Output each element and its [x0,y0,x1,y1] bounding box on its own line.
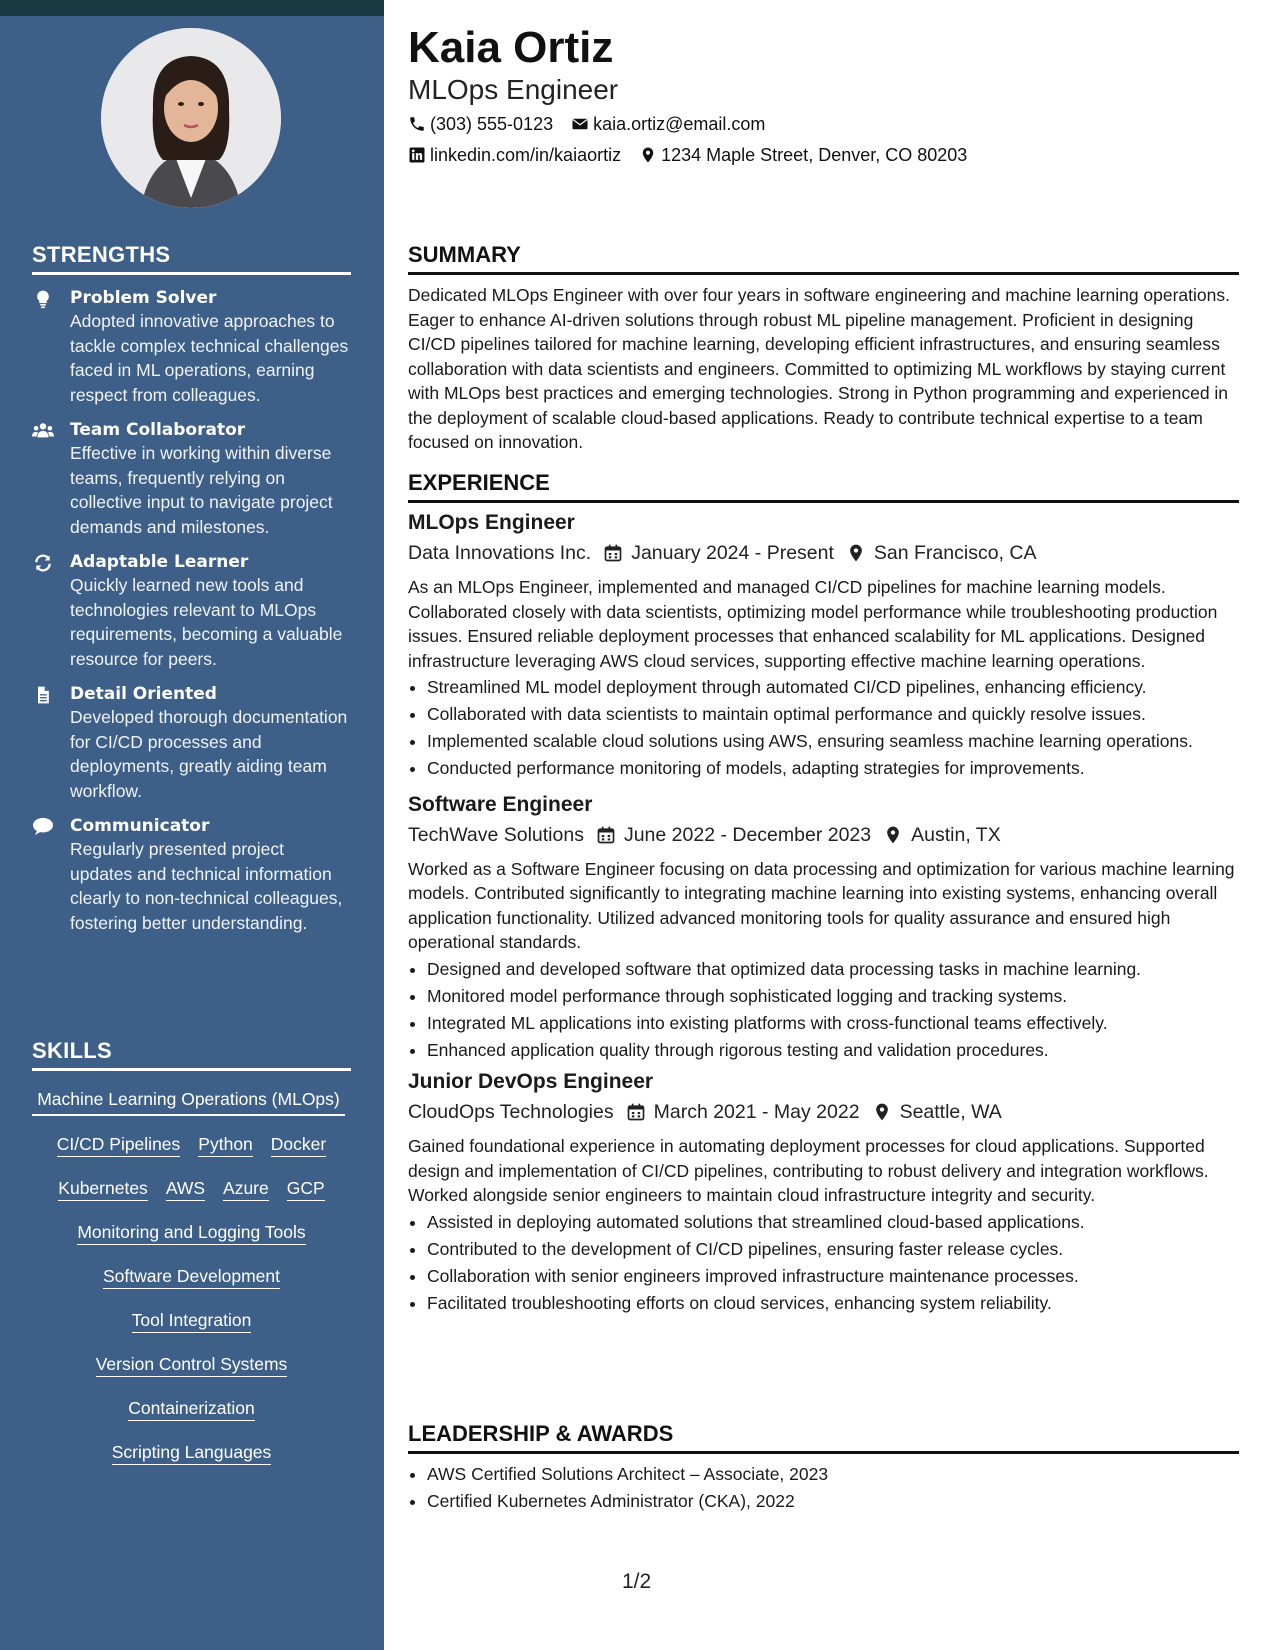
job-title: MLOps Engineer [408,511,575,534]
map-marker-icon [846,543,866,563]
strength-description: Adopted innovative approaches to tackle complex technical challenges faced in ML operations, earning respect from colleagues. [70,311,349,405]
job-bullets [408,957,1239,1063]
skill-tag: Containerization [128,1396,254,1421]
map-marker-icon [883,825,903,845]
job-bullet: • Implemented scalable cloud solutions using AWS, ensuring seamless machine learning operations. [427,729,1239,754]
job-title: Software Engineer [408,792,593,816]
awards-list [408,1462,1239,1514]
skill-row [32,1176,351,1201]
job-location [872,1098,1002,1126]
skill-row [32,1264,351,1289]
skill-tag: Kubernetes [58,1176,148,1201]
job-company: Data Innovations Inc. [408,542,592,564]
strength-name: Adaptable Learner [70,552,249,572]
phone-icon [408,115,426,133]
job-description: Worked as a Software Engineer focusing on data processing and optimization for various machine learning models. Contributed significantly to integrating machine learning into existing systems, enhancing overall application functionality. Utilized advanced monitoring tools for quality assurance and ensured high operational standards. [408,858,1235,952]
job-dates-text: March 2021 - May 2022 [653,1101,860,1123]
job-entry [408,1068,1239,1315]
job-meta [408,539,1239,567]
strength-name: Communicator [70,816,210,836]
summary-title: SUMMARY [408,242,1239,275]
job-bullets [408,675,1239,781]
skill-tag: Machine Learning Operations (MLOps) [32,1087,345,1116]
job-bullet: • Collaboration with senior engineers improved infrastructure maintenance processes. [427,1264,1239,1289]
job-dates [596,821,871,849]
skill-tag: GCP [287,1176,325,1201]
strength-item [32,551,351,671]
lightbulb-icon [32,289,54,309]
contact-phone [408,112,553,136]
sidebar-top-strip [0,0,384,16]
skill-row [32,1440,351,1465]
strength-name: Problem Solver [70,288,217,308]
job-entry [408,509,1239,781]
job-description: Gained foundational experience in automating deployment processes for cloud applications. Supported design and implementation of CI/CD pipelines, contributing to robust delivery and integration workflows. Worked alongside senior engineers to maintain cloud infrastructure integrity and security. [408,1136,1209,1205]
strength-item [32,683,351,803]
skill-tag: CI/CD Pipelines [57,1132,181,1157]
award-item: • Certified Kubernetes Administrator (CKA), 2022 [427,1489,1239,1514]
job-bullet: • Conducted performance monitoring of models, adapting strategies for improvements. [427,756,1239,781]
address-text: 1234 Maple Street, Denver, CO 80203 [661,145,968,165]
skill-row [32,1352,351,1377]
contact-row [408,112,765,136]
skill-tag: Python [198,1132,252,1157]
skill-tag: Tool Integration [132,1308,252,1333]
linkedin-icon [408,146,426,164]
page-number: 1/2 [622,1570,652,1593]
job-bullet: • Streamlined ML model deployment through automated CI/CD pipelines, enhancing efficiency. [427,675,1239,700]
job-bullet: • Integrated ML applications into existing platforms with cross-functional teams effectively. [427,1011,1239,1036]
skills-title: SKILLS [32,1038,351,1071]
skill-row [32,1396,351,1421]
skills-list [32,1087,351,1465]
job-meta [408,1098,1239,1126]
skill-tag: Version Control Systems [96,1352,288,1377]
summary-text: Dedicated MLOps Engineer with over four years in software engineering and machine learning operations. Eager to enhance AI-driven solutions through robust ML pipeline management. Proficient in designing CI/CD pipelines tailored for machine learning, developing efficient infrastructures, and ensuring seamless collaboration with data scientists and engineers. Committed to optimizing ML workflows by staying current with MLOps best practices and emerging technologies. Strong in Python programming and experienced in the deployment of scalable cloud-based applications. Ready to contribute technical expertise to a team focused on innovation. [408,285,1230,452]
job-bullet: • Designed and developed software that optimized data processing tasks in machine learning. [427,957,1239,982]
job-bullet: • Facilitated troubleshooting efforts on cloud services, enhancing system reliability. [427,1291,1239,1316]
skill-tag: Monitoring and Logging Tools [77,1220,305,1245]
skills-section [32,1038,351,1484]
document-icon [32,685,54,705]
calendar-icon [603,543,623,563]
skill-row [32,1132,351,1157]
job-bullet: • Collaborated with data scientists to maintain optimal performance and quickly resolve issues. [427,702,1239,727]
linkedin-text: linkedin.com/in/kaiaortiz [430,145,622,165]
job-bullet: • Assisted in deploying automated solutions that streamlined cloud-based applications. [427,1210,1239,1235]
job-dates [626,1098,860,1126]
job-title: Junior DevOps Engineer [408,1070,654,1093]
profile-photo-illustration [101,28,281,208]
sync-icon [32,553,54,573]
sidebar [0,16,384,1650]
job-meta [408,821,1239,849]
job-bullet: • Enhanced application quality through rigorous testing and validation procedures. [427,1038,1239,1063]
skill-tag: AWS [166,1176,205,1201]
summary-section [408,242,1239,455]
job-company: TechWave Solutions [408,823,584,846]
skill-tag: Software Development [103,1264,280,1289]
envelope-icon [571,115,589,133]
profile-photo [101,28,281,208]
strength-item [32,287,351,407]
strength-name: Team Collaborator [70,420,246,440]
skill-row [32,1220,351,1245]
job-entry [408,791,1239,1063]
job-bullets [408,1210,1239,1316]
strength-item [32,815,351,935]
strengths-title: STRENGTHS [32,242,351,275]
candidate-role: MLOps Engineer [408,74,619,105]
strength-description: Developed thorough documentation for CI/CD processes and deployments, greatly aiding team workflow. [70,707,348,801]
job-bullet: • Contributed to the development of CI/CD pipelines, ensuring faster release cycles. [427,1237,1239,1262]
job-bullet: • Monitored model performance through sophisticated logging and tracking systems. [427,984,1239,1009]
job-location-text: Austin, TX [911,823,1001,846]
calendar-icon [626,1102,646,1122]
job-location [883,821,1001,849]
job-dates-text: June 2022 - December 2023 [623,823,872,846]
award-item: • AWS Certified Solutions Architect – Associate, 2023 [427,1462,1239,1487]
experience-title: EXPERIENCE [408,470,1239,503]
map-marker-icon [872,1102,892,1122]
strengths-section [32,242,351,935]
users-icon [32,421,54,441]
calendar-icon [596,825,616,845]
candidate-name: Kaia Ortiz [408,23,614,72]
contact-row [408,143,967,167]
experience-section [408,470,1239,1318]
contact-address [639,143,967,167]
skill-tag: Azure [223,1176,269,1201]
strength-description: Effective in working within diverse teams, frequently relying on collective input to navigate project demands and milestones. [70,443,333,537]
job-location-text: San Francisco, CA [873,542,1037,564]
job-company: CloudOps Technologies [408,1101,614,1123]
strength-item [32,419,351,539]
skill-tag: Docker [271,1132,326,1157]
map-marker-icon [639,146,657,164]
strength-name: Detail Oriented [70,684,217,704]
awards-title: LEADERSHIP & AWARDS [408,1421,1239,1454]
skill-tag: Scripting Languages [112,1440,272,1465]
job-location-text: Seattle, WA [899,1101,1002,1123]
strength-description: Quickly learned new tools and technologies relevant to MLOps requirements, becoming a valuable resource for peers. [70,575,343,669]
job-description: As an MLOps Engineer, implemented and managed CI/CD pipelines for machine learning models. Collaborated closely with data scientists, optimizing model performance while troubleshooting production issues. Ensured reliable deployment processes that enhanced scalability for ML applications. Designed infrastructure leveraging AWS cloud services, supporting effective machine learning operations. [408,577,1218,671]
skill-row [32,1308,351,1333]
phone-text: (303) 555-0123 [430,114,554,134]
strength-description: Regularly presented project updates and technical information clearly to non-technical colleagues, fostering better understanding. [70,839,343,933]
job-dates [603,539,834,567]
comment-icon [32,817,54,837]
job-location [846,539,1037,567]
contact-linkedin [408,143,621,167]
awards-section [408,1421,1239,1516]
contact-email [571,112,765,136]
job-dates-text: January 2024 - Present [631,542,834,564]
email-text: kaia.ortiz@email.com [593,114,766,134]
